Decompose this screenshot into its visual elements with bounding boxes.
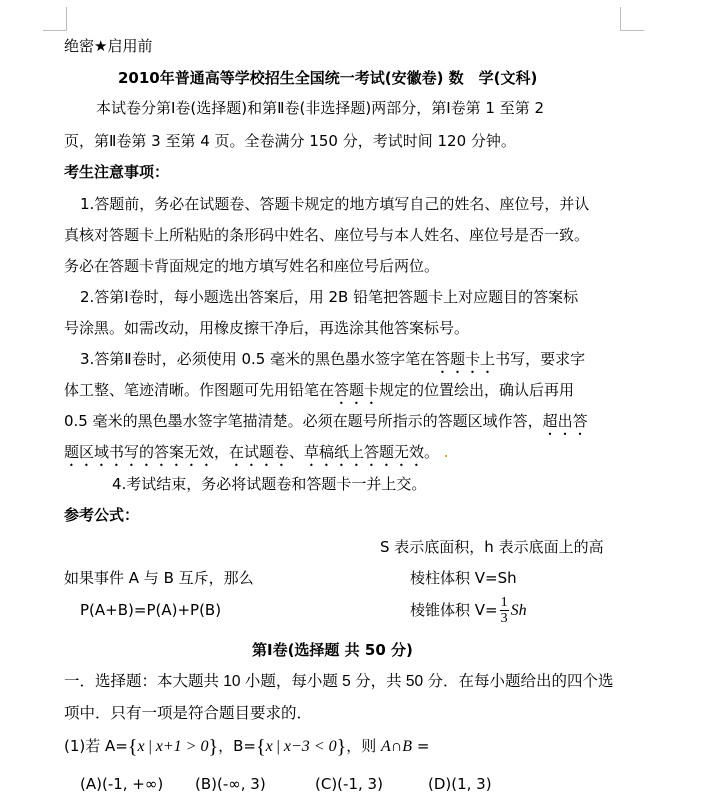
classification-label: 绝密★启用前 (64, 37, 153, 55)
crop-mark-top-left-horizontal (43, 30, 67, 31)
question-1-then: ，则 (346, 737, 381, 755)
set-a-bar: | (144, 738, 156, 755)
formula-pyramid-label: 棱锥体积 V= (410, 601, 498, 619)
notice-3-line-1-text: 3.答第Ⅱ卷时，必须使用 0.5 毫米的黑色墨水签字笔在 (80, 350, 436, 368)
formula-probability: P(A+B)=P(A)+P(B) (80, 601, 222, 619)
notice-3-line-2 (64, 380, 574, 408)
notice-3-line-2-tail: 规定的位置绘出，确认后再用 (379, 381, 575, 399)
set-b-close-brace: } (336, 736, 347, 758)
question-1-option-b: (B)(-∞, 3) (195, 775, 266, 793)
notice-3-line-1-emphasis: 答题卡上 (435, 350, 496, 368)
text-cursor-mark (445, 455, 447, 457)
notice-2-line-1: 2.答第Ⅰ卷时，每小题选出答案后，用 2B 铅笔把答题卡上对应题目的答案标 (80, 288, 579, 306)
notice-1-line-3: 务必在答题卡背面规定的地方填写姓名和座位号后两位。 (64, 257, 440, 275)
set-a-close-brace: } (208, 736, 219, 758)
crop-mark-top-right-horizontal (620, 30, 644, 31)
notice-3-line-3 (64, 411, 588, 439)
section-1-title: 第Ⅰ卷(选择题 共 50 分) (252, 641, 413, 659)
fraction-denominator: 3 (500, 611, 508, 626)
set-b-variable: x (265, 738, 273, 755)
formula-pyramid-fraction (500, 595, 509, 626)
section-1-intro-line-2: 项中．只有一项是符合题目要求的． (64, 705, 313, 722)
notice-heading: 考生注意事项： (64, 163, 170, 181)
notice-3-line-4-period: 。 (424, 443, 440, 461)
intro-line-1: 本试卷分第Ⅰ卷(选择题)和第Ⅱ卷(非选择题)两部分，第Ⅰ卷第 1 至第 2 (96, 99, 545, 117)
notice-3-line-4-emphasis-1: 题区域书写的答案无效 (64, 443, 215, 461)
formula-s-h-description: S 表示底面积，h 表示底面上的高 (380, 538, 604, 556)
notice-3-line-4-emphasis-2: 在试题卷、草稿纸上答题无效 (229, 443, 425, 461)
notice-3-line-4 (64, 442, 447, 470)
formula-prism-volume: 棱柱体积 V=Sh (410, 569, 517, 587)
intro-line-2: 页，第Ⅱ卷第 3 至第 4 页。全卷满分 150 分，考试时间 120 分钟。 (64, 132, 516, 150)
notice-3-line-4-comma: ， (214, 443, 230, 461)
notice-3-line-1 (80, 349, 585, 377)
question-1-stem (64, 736, 429, 757)
formula-mutex-description: 如果事件 A 与 B 互斥，那么 (64, 569, 254, 587)
formula-pyramid-sh: Sh (510, 602, 527, 619)
notice-3-line-3-text: 0.5 毫米的黑色墨水签字笔描清楚。必须在题号所指示的答题区域作答， (64, 412, 543, 430)
notice-1-line-2: 真核对答题卡上所粘贴的条形码中姓名、座位号与本人姓名、座位号是否一致。 (64, 226, 590, 244)
set-a-variable: x (137, 738, 145, 755)
notice-3-line-1-tail: 书写，要求字 (495, 350, 586, 368)
question-1-option-d: (D)(1, 3) (428, 775, 492, 793)
set-b-open-brace: { (255, 736, 266, 758)
crop-mark-top-left-vertical (66, 7, 67, 31)
question-1-equals: = (412, 737, 430, 755)
formula-heading: 参考公式： (64, 506, 140, 524)
fraction-numerator: 1 (500, 595, 508, 610)
question-1-option-a: (A)(-1, +∞) (80, 775, 164, 793)
notice-4-line-1: 4.考试结束，务必将试题卷和答题卡一并上交。 (112, 475, 427, 493)
section-1-intro-line-1: 一．选择题：本大题共 10 小题，每小题 5 分，共 50 分．在每小题给出的四个选 (64, 673, 614, 690)
crop-mark-top-right-vertical (620, 7, 621, 31)
question-1-separator: ，B= (218, 737, 256, 755)
set-a-open-brace: { (127, 736, 138, 758)
notice-3-line-2-emphasis: 答题卡 (334, 381, 380, 399)
notice-3-line-2-text: 体工整、笔迹清晰。作图题可先用铅笔在 (64, 381, 335, 399)
question-1-prefix: (1)若 A= (64, 737, 128, 755)
notice-3-line-3-emphasis: 超出答 (542, 412, 588, 430)
notice-1-line-1: 1.答题前，务必在试题卷、答题卡规定的地方填写自己的姓名、座位号，并认 (80, 195, 590, 213)
formula-pyramid-volume (410, 594, 527, 627)
set-a-condition: x+1 > 0 (155, 738, 209, 755)
question-1-option-c: (C)(-1, 3) (315, 775, 383, 793)
document-title: 2010年普通高等学校招生全国统一考试(安徽卷) 数 学(文科) (118, 69, 538, 87)
set-b-condition: x−3 < 0 (283, 738, 337, 755)
question-1-expression: A∩B (380, 738, 413, 755)
notice-2-line-2: 号涂黑。如需改动，用橡皮擦干净后，再选涂其他答案标号。 (64, 319, 470, 337)
set-b-bar: | (272, 738, 284, 755)
